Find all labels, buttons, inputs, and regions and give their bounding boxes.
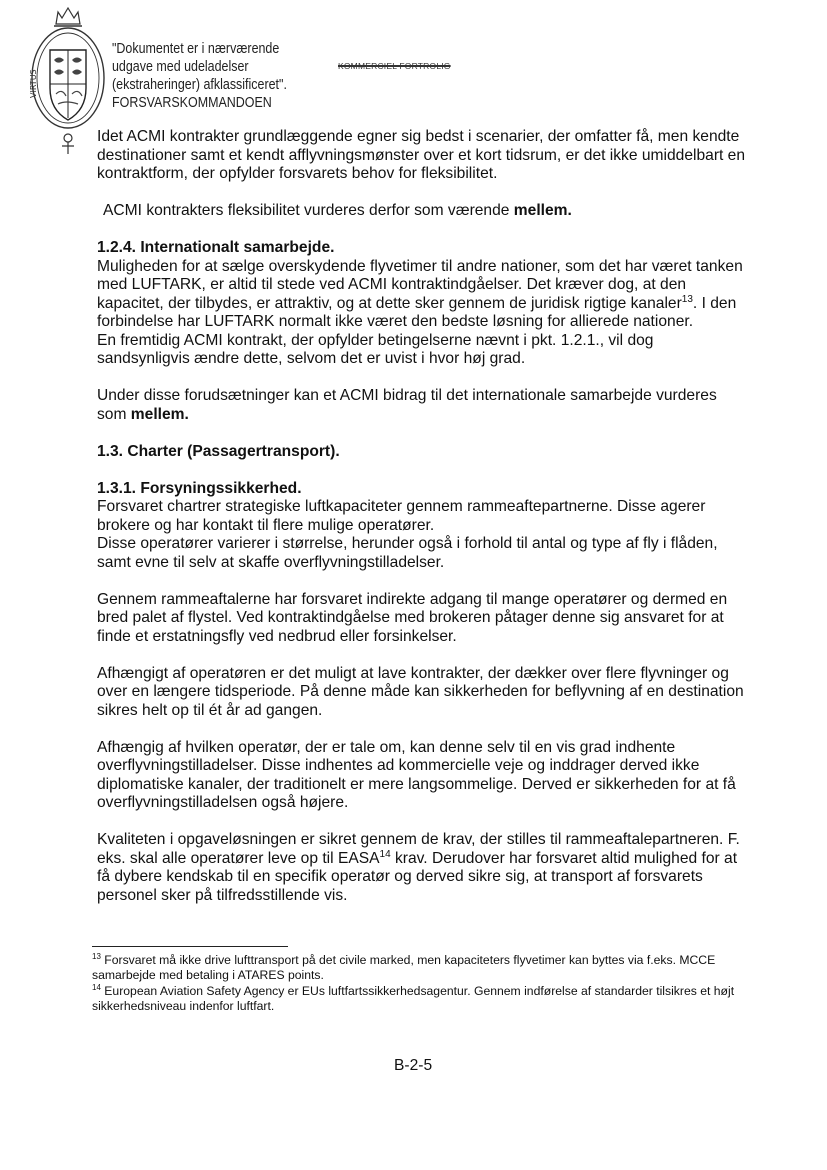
paragraph: Gennem rammeaftalerne har forsvaret indirekte adgang til mange operatører og dermed en bred palet af flystel. Ved kontraktindgåelse med brokeren påtager denne sig ansvaret for at finde et erstatningsfly ved nedbrud eller forsinkelser.: [97, 590, 728, 645]
paragraph: [97, 202, 747, 221]
royal-seal-icon: [28, 6, 108, 162]
svg-text:VIRTUS: VIRTUS: [29, 69, 38, 98]
paragraph: En fremtidig ACMI kontrakt, der opfylder betingelserne nævnt i pkt. 1.2.1., vil dog sandsynligvis ændre dette, selvom det er uvist i hvor høj grad.: [97, 331, 654, 367]
footnote-divider: [92, 946, 288, 947]
stamp-line: (ekstraheringer) afklassificeret".: [112, 77, 287, 93]
paragraph-text: Muligheden for at sælge overskydende flyvetimer til andre nationer, som det har været tanken med LUFTARK, er altid til stede ved ACMI kontraktindgåelser. Det kræver dog, at den kapacitet, der tilbydes, er attraktiv, og at dette sker gennem de juridisk rigtige kanaler: [97, 257, 743, 312]
paragraph: Forsvaret chartrer strategiske luftkapaciteter gennem rammeaftepartnerne. Disse agerer brokere og har kontakt til flere mulige operatører.: [97, 498, 706, 534]
paragraph-emphasis: mellem.: [513, 202, 572, 219]
paragraph-text: krav. Derudover har forsvaret altid mulighed for at få dybere kendskab til en specifik operatør og derved sikre sig, at transport af forsvarets personel sker på tilfredsstillende vis.: [97, 849, 738, 904]
footnote-ref: 13: [681, 293, 693, 305]
paragraph-text: Kvaliteten i opgaveløsningen er sikret gennem de krav, der stilles til rammeaftalepartneren. F. eks. skal alle operatører leve op til EASA: [97, 831, 740, 867]
footnote-ref: 14: [379, 848, 391, 860]
stamp-line: "Dokumentet er i nærværende: [112, 41, 280, 57]
document-body: [97, 128, 747, 905]
section-heading: 1.3. Charter (Passagertransport).: [97, 442, 340, 460]
footnote-number: 13: [92, 951, 101, 961]
classification-marking: KOMMERCIEL FORTROLIG: [338, 61, 451, 71]
footnote: [92, 984, 752, 1015]
section-heading: 1.2.4. Internationalt samarbejde.: [97, 239, 335, 256]
paragraph: [97, 387, 747, 424]
page-number: B-2-5: [394, 1057, 433, 1074]
stamp-line: FORSVARSKOMMANDOEN: [112, 95, 272, 111]
paragraph: Idet ACMI kontrakter grundlæggende egner sig bedst i scenarier, der omfatter få, men kendte destinationer samt et kendt afflyvningsmønster over et kort tidsrum, er det ikke umiddelbart en kontraktform, der opfylder forsvarets behov for fleksibilitet.: [97, 128, 746, 182]
stamp-line: udgave med udeladelser: [112, 59, 249, 75]
paragraph-text: Under disse forudsætninger kan et ACMI bidrag til det internationale samarbejde vurderes som: [97, 387, 717, 423]
footnotes: [92, 953, 752, 1014]
footnote-text: European Aviation Safety Agency er EUs luftfartssikkerhedsagentur. Gennem indførelse af standarder tilsikres et højt sikkerhedsniveau indenfor luftfart.: [92, 983, 735, 1013]
paragraph-text: ACMI kontrakters fleksibilitet vurderes derfor som værende: [103, 202, 514, 219]
paragraph: [97, 831, 747, 905]
footnote: [92, 953, 752, 984]
footnote-number: 14: [92, 982, 101, 992]
paragraph-emphasis: mellem.: [130, 405, 189, 423]
footnote-text: Forsvaret må ikke drive lufttransport på det civile marked, men kapaciteters flyvetimer kan byttes via f.eks. MCCE samarbejde med betaling i ATARES points.: [92, 953, 716, 983]
paragraph-text: . I den forbindelse har LUFTARK normalt ikke været den bedste løsning for allierede nationer.: [97, 294, 737, 330]
declassification-stamp: [112, 40, 287, 112]
paragraph: [97, 258, 747, 332]
section-heading: 1.3.1. Forsyningssikkerhed.: [97, 479, 302, 497]
paragraph: Disse operatører varierer i størrelse, herunder også i forhold til antal og type af fly i flåden, samt evne til selv at skaffe overflyvningstilladelser.: [97, 535, 718, 571]
paragraph: Afhængig af hvilken operatør, der er tale om, kan denne selv til en vis grad indhente overflyvningstilladelser. Disse indhentes ad kommercielle veje og inddrager derved ikke diplomatiske kanaler, der traditionelt er mere langsommelige. Derved er sikkerheden for at få overflyvningstilladelsen også højere.: [97, 738, 736, 811]
paragraph: Afhængigt af operatøren er det muligt at lave kontrakter, der dækker over flere flyvninger og over en længere tidsperiode. På denne måde kan sikkerheden for beflyvning af en destination sikres helt op til ét år ad gangen.: [97, 664, 744, 719]
